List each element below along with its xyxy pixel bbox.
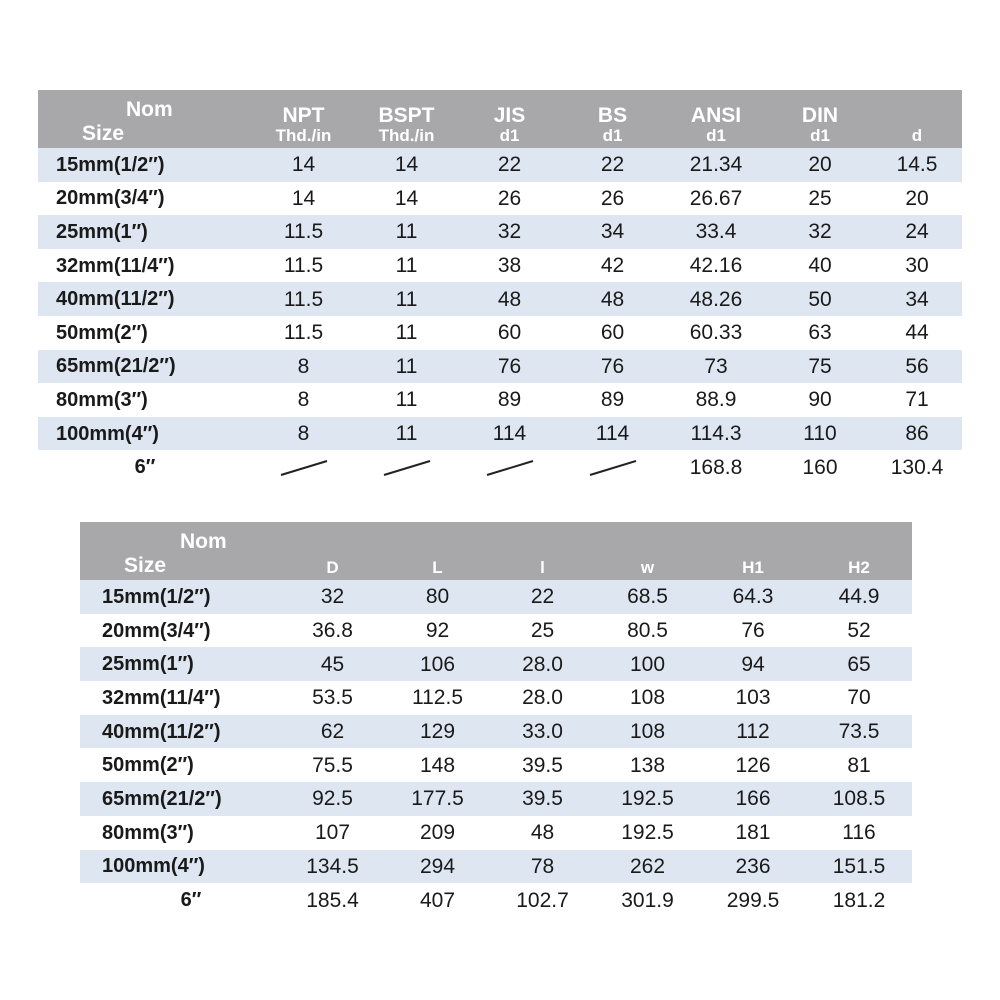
table-row xyxy=(80,782,912,816)
table-row xyxy=(80,580,912,614)
size-cell: 6″ xyxy=(80,883,280,917)
value-cell: 28.0 xyxy=(490,647,595,681)
size-cell: 6″ xyxy=(38,450,252,484)
value-cell: 102.7 xyxy=(490,883,595,917)
table-row xyxy=(80,883,912,917)
value-cell: 56 xyxy=(872,350,962,384)
value-cell: 39.5 xyxy=(490,748,595,782)
table-row xyxy=(38,282,962,316)
value-cell: 45 xyxy=(280,647,385,681)
value-cell: 236 xyxy=(700,850,806,884)
value-cell: 112.5 xyxy=(385,681,490,715)
table-row xyxy=(38,350,962,384)
value-cell: 32 xyxy=(280,580,385,614)
value-cell: 62 xyxy=(280,715,385,749)
value-cell: 60 xyxy=(561,316,664,350)
value-cell: 32 xyxy=(458,215,561,249)
value-cell: 75.5 xyxy=(280,748,385,782)
table-row xyxy=(38,417,962,451)
value-cell: 11 xyxy=(355,215,458,249)
value-cell: 76 xyxy=(700,614,806,648)
value-cell: 192.5 xyxy=(595,782,700,816)
value-cell: 33.0 xyxy=(490,715,595,749)
value-cell: 48 xyxy=(458,282,561,316)
value-cell: 26 xyxy=(458,182,561,216)
value-cell: 26 xyxy=(561,182,664,216)
value-cell: 160 xyxy=(768,450,872,484)
thread-spec-table xyxy=(38,90,962,484)
size-cell: 20mm(3/4″) xyxy=(38,182,252,216)
table-row xyxy=(38,316,962,350)
value-cell: 40 xyxy=(768,249,872,283)
header-bs: BS d1 xyxy=(561,90,664,148)
header-npt: NPT Thd./in xyxy=(252,90,355,148)
value-cell: 114 xyxy=(458,417,561,451)
value-cell: 108.5 xyxy=(806,782,912,816)
value-cell: 48 xyxy=(561,282,664,316)
header-ansi: ANSI d1 xyxy=(664,90,768,148)
value-cell: 116 xyxy=(806,816,912,850)
value-cell: 114 xyxy=(561,417,664,451)
value-cell: 22 xyxy=(458,148,561,182)
size-cell: 50mm(2″) xyxy=(38,316,252,350)
not-applicable-slash xyxy=(355,450,458,484)
value-cell: 100 xyxy=(595,647,700,681)
size-cell: 20mm(3/4″) xyxy=(80,614,280,648)
header-din: DIN d1 xyxy=(768,90,872,148)
nom-size-header xyxy=(38,90,252,148)
value-cell: 14 xyxy=(252,148,355,182)
value-cell: 25 xyxy=(768,182,872,216)
value-cell: 299.5 xyxy=(700,883,806,917)
value-cell: 11 xyxy=(355,350,458,384)
value-cell: 151.5 xyxy=(806,850,912,884)
value-cell: 64.3 xyxy=(700,580,806,614)
value-cell: 60 xyxy=(458,316,561,350)
value-cell: 107 xyxy=(280,816,385,850)
value-cell: 11.5 xyxy=(252,316,355,350)
table-row xyxy=(80,614,912,648)
table-row xyxy=(80,816,912,850)
value-cell: 126 xyxy=(700,748,806,782)
nom-size-header xyxy=(80,522,280,580)
value-cell: 11 xyxy=(355,316,458,350)
value-cell: 11 xyxy=(355,417,458,451)
value-cell: 168.8 xyxy=(664,450,768,484)
value-cell: 108 xyxy=(595,681,700,715)
value-cell: 86 xyxy=(872,417,962,451)
value-cell: 81 xyxy=(806,748,912,782)
value-cell: 42 xyxy=(561,249,664,283)
size-cell: 40mm(11/2″) xyxy=(80,715,280,749)
value-cell: 38 xyxy=(458,249,561,283)
value-cell: 80 xyxy=(385,580,490,614)
header-bspt: BSPT Thd./in xyxy=(355,90,458,148)
value-cell: 90 xyxy=(768,383,872,417)
value-cell: 28.0 xyxy=(490,681,595,715)
value-cell: 48 xyxy=(490,816,595,850)
value-cell: 108 xyxy=(595,715,700,749)
value-cell: 110 xyxy=(768,417,872,451)
size-cell: 15mm(1/2″) xyxy=(38,148,252,182)
value-cell: 11.5 xyxy=(252,215,355,249)
value-cell: 138 xyxy=(595,748,700,782)
value-cell: 11 xyxy=(355,282,458,316)
value-cell: 181.2 xyxy=(806,883,912,917)
value-cell: 181 xyxy=(700,816,806,850)
value-cell: 14 xyxy=(252,182,355,216)
value-cell: 20 xyxy=(768,148,872,182)
table-row xyxy=(80,715,912,749)
value-cell: 44.9 xyxy=(806,580,912,614)
value-cell: 65 xyxy=(806,647,912,681)
header-L: L xyxy=(385,522,490,580)
value-cell: 21.34 xyxy=(664,148,768,182)
size-cell: 65mm(21/2″) xyxy=(80,782,280,816)
value-cell: 30 xyxy=(872,249,962,283)
value-cell: 14 xyxy=(355,148,458,182)
value-cell: 22 xyxy=(561,148,664,182)
value-cell: 134.5 xyxy=(280,850,385,884)
value-cell: 14.5 xyxy=(872,148,962,182)
value-cell: 20 xyxy=(872,182,962,216)
nom-label: Nom xyxy=(126,98,173,121)
value-cell: 24 xyxy=(872,215,962,249)
value-cell: 63 xyxy=(768,316,872,350)
size-cell: 100mm(4″) xyxy=(38,417,252,451)
value-cell: 33.4 xyxy=(664,215,768,249)
value-cell: 301.9 xyxy=(595,883,700,917)
value-cell: 130.4 xyxy=(872,450,962,484)
size-label: Size xyxy=(82,122,125,145)
value-cell: 8 xyxy=(252,383,355,417)
header-jis: JIS d1 xyxy=(458,90,561,148)
value-cell: 166 xyxy=(700,782,806,816)
table-row xyxy=(80,850,912,884)
header-H1: H1 xyxy=(700,522,806,580)
value-cell: 294 xyxy=(385,850,490,884)
value-cell: 106 xyxy=(385,647,490,681)
value-cell: 129 xyxy=(385,715,490,749)
value-cell: 52 xyxy=(806,614,912,648)
value-cell: 89 xyxy=(561,383,664,417)
value-cell: 44 xyxy=(872,316,962,350)
value-cell: 112 xyxy=(700,715,806,749)
not-applicable-slash xyxy=(561,450,664,484)
table-row xyxy=(80,748,912,782)
value-cell: 103 xyxy=(700,681,806,715)
table-row xyxy=(38,148,962,182)
not-applicable-slash xyxy=(252,450,355,484)
value-cell: 11 xyxy=(355,383,458,417)
value-cell: 53.5 xyxy=(280,681,385,715)
value-cell: 148 xyxy=(385,748,490,782)
size-label: Size xyxy=(124,554,167,577)
value-cell: 192.5 xyxy=(595,816,700,850)
header-d: d xyxy=(872,90,962,148)
size-cell: 15mm(1/2″) xyxy=(80,580,280,614)
value-cell: 262 xyxy=(595,850,700,884)
value-cell: 209 xyxy=(385,816,490,850)
table-row xyxy=(38,383,962,417)
value-cell: 94 xyxy=(700,647,806,681)
value-cell: 70 xyxy=(806,681,912,715)
value-cell: 185.4 xyxy=(280,883,385,917)
value-cell: 26.67 xyxy=(664,182,768,216)
value-cell: 32 xyxy=(768,215,872,249)
value-cell: 11 xyxy=(355,249,458,283)
size-cell: 100mm(4″) xyxy=(80,850,280,884)
size-cell: 25mm(1″) xyxy=(38,215,252,249)
table-row xyxy=(80,681,912,715)
table-row xyxy=(38,215,962,249)
size-cell: 80mm(3″) xyxy=(38,383,252,417)
value-cell: 60.33 xyxy=(664,316,768,350)
size-cell: 40mm(11/2″) xyxy=(38,282,252,316)
value-cell: 92 xyxy=(385,614,490,648)
value-cell: 50 xyxy=(768,282,872,316)
value-cell: 11.5 xyxy=(252,282,355,316)
table-row xyxy=(38,450,962,484)
value-cell: 80.5 xyxy=(595,614,700,648)
value-cell: 92.5 xyxy=(280,782,385,816)
value-cell: 14 xyxy=(355,182,458,216)
table-row xyxy=(38,182,962,216)
value-cell: 114.3 xyxy=(664,417,768,451)
value-cell: 25 xyxy=(490,614,595,648)
value-cell: 76 xyxy=(458,350,561,384)
value-cell: 75 xyxy=(768,350,872,384)
value-cell: 42.16 xyxy=(664,249,768,283)
size-cell: 25mm(1″) xyxy=(80,647,280,681)
size-cell: 32mm(11/4″) xyxy=(80,681,280,715)
size-cell: 65mm(21/2″) xyxy=(38,350,252,384)
table-row xyxy=(80,647,912,681)
size-cell: 50mm(2″) xyxy=(80,748,280,782)
value-cell: 78 xyxy=(490,850,595,884)
value-cell: 36.8 xyxy=(280,614,385,648)
value-cell: 88.9 xyxy=(664,383,768,417)
value-cell: 39.5 xyxy=(490,782,595,816)
value-cell: 8 xyxy=(252,350,355,384)
header-D: D xyxy=(280,522,385,580)
table-row xyxy=(38,249,962,283)
not-applicable-slash xyxy=(458,450,561,484)
value-cell: 407 xyxy=(385,883,490,917)
value-cell: 76 xyxy=(561,350,664,384)
size-cell: 80mm(3″) xyxy=(80,816,280,850)
nom-label: Nom xyxy=(180,530,227,553)
value-cell: 68.5 xyxy=(595,580,700,614)
table-header-row xyxy=(80,522,912,580)
value-cell: 177.5 xyxy=(385,782,490,816)
value-cell: 89 xyxy=(458,383,561,417)
value-cell: 22 xyxy=(490,580,595,614)
value-cell: 11.5 xyxy=(252,249,355,283)
header-l: l xyxy=(490,522,595,580)
header-H2: H2 xyxy=(806,522,912,580)
value-cell: 73.5 xyxy=(806,715,912,749)
value-cell: 34 xyxy=(561,215,664,249)
value-cell: 71 xyxy=(872,383,962,417)
value-cell: 8 xyxy=(252,417,355,451)
dimension-spec-table xyxy=(80,522,912,917)
value-cell: 48.26 xyxy=(664,282,768,316)
table-header-row xyxy=(38,90,962,148)
value-cell: 34 xyxy=(872,282,962,316)
header-w: w xyxy=(595,522,700,580)
value-cell: 73 xyxy=(664,350,768,384)
size-cell: 32mm(11/4″) xyxy=(38,249,252,283)
